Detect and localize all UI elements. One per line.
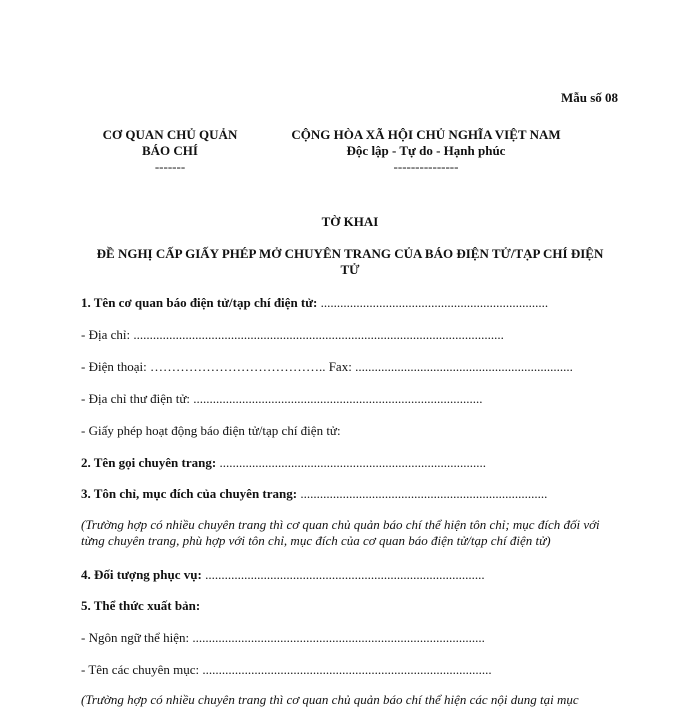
- field-language: - Ngôn ngữ thể hiện: ..........................................................................................: [81, 630, 485, 645]
- field-address: - Địa chỉ: ..................................................................................................................: [81, 327, 504, 342]
- field-4-dots: ......................................................................................: [201, 567, 485, 582]
- field-4-label: 4. Đối tượng phục vụ:: [81, 567, 202, 582]
- field-sections: - Tên các chuyên mục: .........................................................................................: [81, 662, 492, 677]
- agency-header: [80, 127, 260, 175]
- field-3-dots: ............................................................................: [297, 486, 548, 501]
- field-1: [81, 295, 548, 311]
- national-motto: [268, 127, 584, 175]
- document-subtitle: ĐỀ NGHỊ CẤP GIẤY PHÉP MỞ CHUYÊN TRANG CỦA BÁO ĐIỆN TỬ/TẠP CHÍ ĐIỆN TỬ: [96, 246, 604, 277]
- document-title: TỜ KHAI: [321, 214, 379, 229]
- field-1-dots: ......................................................................: [317, 295, 549, 310]
- note-1: (Trường hợp có nhiều chuyên trang thì cơ quan chủ quản báo chí thể hiện tôn chỉ; mục đích đối với từng chuyên trang, phù hợp với tôn chỉ, mục đích của cơ quan báo điện tử/tạp chí điện tử): [81, 517, 600, 548]
- agency-line-1: CƠ QUAN CHỦ QUẢN: [102, 127, 238, 142]
- field-2-label: 2. Tên gọi chuyên trang:: [81, 455, 217, 470]
- field-3: [81, 486, 547, 502]
- field-license: - Giấy phép hoạt động báo điện tử/tạp chí điện tử:: [81, 423, 341, 438]
- field-3-label: 3. Tôn chỉ, mục đích của chuyên trang:: [81, 486, 298, 501]
- field-1-label: 1. Tên cơ quan báo điện tử/tạp chí điện tử:: [81, 295, 318, 310]
- motto-divider: ---------------: [393, 159, 459, 174]
- field-2: [81, 455, 486, 471]
- motto-line-2: Độc lập - Tự do - Hạnh phúc: [346, 143, 506, 158]
- field-4: [81, 567, 485, 583]
- agency-divider: -------: [154, 159, 186, 174]
- agency-line-2: BÁO CHÍ: [142, 143, 198, 158]
- motto-line-1: CỘNG HÒA XÃ HỘI CHỦ NGHĨA VIỆT NAM: [291, 127, 561, 142]
- field-phone-fax: - Điện thoại: ………………………………….. Fax: ...................................................................: [81, 359, 573, 374]
- form-code: Mẫu số 08: [560, 90, 618, 105]
- field-5-label: 5. Thể thức xuất bản:: [81, 598, 201, 613]
- field-email: - Địa chỉ thư điện tử: .........................................................................................: [81, 391, 483, 406]
- note-2: (Trường hợp có nhiều chuyên trang thì cơ quan chủ quản báo chí thể hiện các nội dung tại mục: [81, 692, 579, 707]
- field-2-dots: ..................................................................................: [216, 455, 486, 470]
